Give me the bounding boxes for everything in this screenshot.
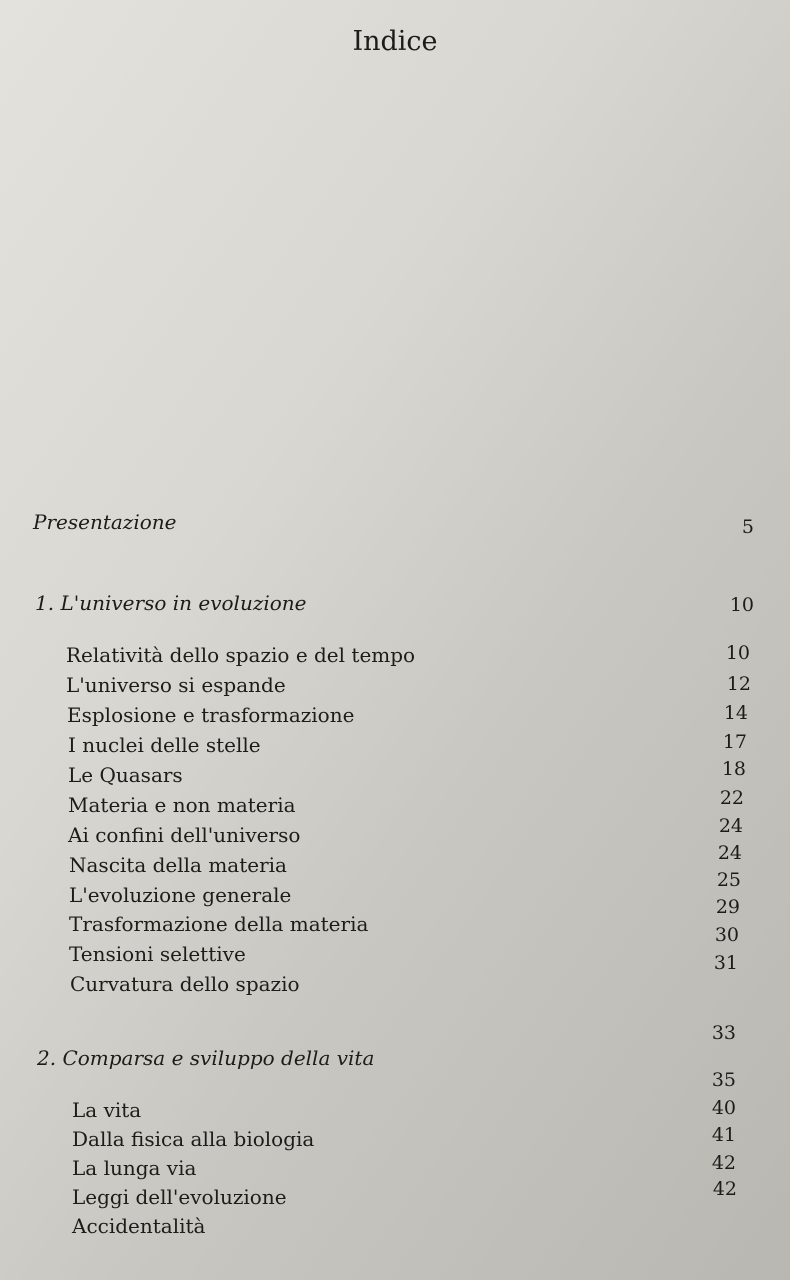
toc-entry: Leggi dell'evoluzione	[72, 1185, 287, 1209]
presentation-label: Presentazione	[33, 510, 177, 534]
page-title: Indice	[352, 26, 438, 57]
toc-page-number: 42	[711, 1152, 736, 1174]
toc-entry: L'universo si espande	[66, 673, 286, 697]
toc-page-number: 24	[717, 842, 742, 864]
toc-page-number: 18	[721, 758, 746, 780]
toc-page-number: 30	[714, 924, 739, 946]
toc-page-number: 40	[711, 1097, 736, 1119]
toc-page-number: 31	[713, 952, 738, 974]
toc-page-number: 12	[726, 673, 751, 695]
chapter-1-page: 10	[729, 594, 754, 616]
toc-page-number: 29	[715, 896, 740, 918]
toc-page-number: 17	[722, 731, 747, 753]
toc-page-number: 35	[711, 1069, 736, 1091]
toc-page-number: 22	[719, 787, 744, 809]
toc-entry: L'evoluzione generale	[69, 883, 292, 907]
chapter-1-heading: 1. L'universo in evoluzione	[35, 591, 307, 615]
toc-entry: Accidentalità	[72, 1214, 206, 1238]
toc-entry: I nuclei delle stelle	[68, 733, 261, 757]
toc-page-number: 24	[718, 815, 743, 837]
toc-entry: Le Quasars	[68, 763, 183, 787]
toc-entry: La lunga via	[72, 1156, 197, 1180]
presentation-page: 5	[741, 516, 754, 538]
chapter-2-heading: 2. Comparsa e sviluppo della vita	[37, 1046, 375, 1070]
toc-entry: Dalla fisica alla biologia	[72, 1127, 315, 1151]
toc-page-number: 25	[716, 869, 741, 891]
toc-entry: Nascita della materia	[69, 853, 287, 877]
toc-entry: Relatività dello spazio e del tempo	[66, 643, 416, 667]
toc-entry: Esplosione e trasformazione	[67, 703, 355, 727]
toc-entry: Tensioni selettive	[69, 942, 246, 966]
toc-page-number: 42	[712, 1178, 737, 1200]
toc-entry: La vita	[72, 1098, 142, 1122]
toc-entry: Curvatura dello spazio	[70, 972, 300, 996]
toc-page-number: 14	[723, 702, 748, 724]
toc-page-number: 41	[711, 1124, 736, 1146]
toc-entry: Materia e non materia	[68, 793, 296, 817]
toc-page-number: 33	[711, 1022, 736, 1044]
toc-entry: Ai confini dell'universo	[68, 823, 301, 847]
toc-entry: Trasformazione della materia	[69, 912, 369, 936]
toc-page-number: 10	[725, 642, 750, 664]
